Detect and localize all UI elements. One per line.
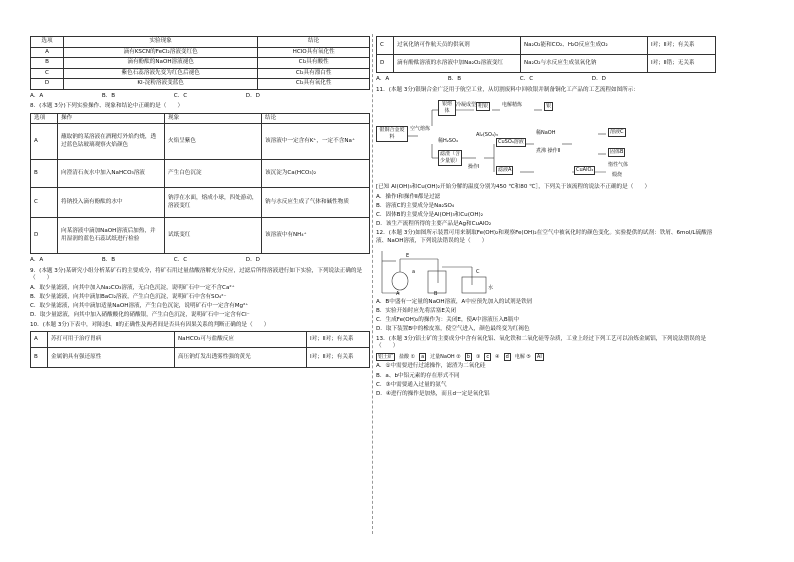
cell: D [31, 79, 64, 90]
table-row [31, 160, 370, 188]
cell: B [31, 348, 48, 368]
flow-cualo2: CuAlO₂ [576, 167, 594, 174]
cell: Ⅰ对；Ⅱ对；有关系 [307, 332, 370, 348]
table-row [31, 218, 370, 254]
q9-option-a: A．取少量滤液，向其中加入Na₂CO₃溶液，无白色沉淀，说明矿石中一定不含Ca²⁺ [30, 285, 235, 292]
cell: 滴有酚酞的NaOH溶液褪色 [64, 58, 258, 69]
q8-options [30, 257, 260, 265]
header-cell: 操作 [58, 113, 165, 124]
cell: NaHCO₃可与盐酸反应 [175, 332, 307, 348]
flow-step: ④ [495, 353, 500, 360]
option: D．D [591, 76, 606, 82]
flow-op2: 煮沸 操作Ⅱ [536, 148, 561, 155]
table-row [31, 47, 370, 58]
q12-option-b: B．实验开始时应先将活塞E关闭 [376, 307, 457, 314]
flow-op1: 操作Ⅰ [468, 164, 480, 171]
right-column [376, 36, 716, 400]
q7-options [30, 93, 260, 101]
cell: A [31, 332, 48, 348]
q11-option-d: D．该生产流程所得的主要产品是Ag和CuAlO₂ [376, 220, 492, 227]
flow-slag: 银熔体 [438, 100, 456, 116]
q13-option-d: D．④进行的操作是加热，而且d一定是氧化铝 [376, 390, 490, 397]
option: B．B [447, 76, 462, 82]
cell: 该溶液中一定含有K⁺，一定不含Na⁺ [262, 124, 370, 160]
table-row [377, 37, 716, 55]
q12-option-d: D．取下装置B中的橡皮塞，使空气进入，颜色最终变为红褐色 [376, 326, 530, 333]
q10-table-part2 [376, 36, 716, 73]
q8-stem: 8．(本题 3分)下列实验操作、现象和结论中正确的是（ ） [30, 103, 184, 110]
cell: 产生白色沉淀 [165, 160, 262, 188]
table-row [31, 58, 370, 69]
cell: 过氧化钠可作航天员的供氧剂 [394, 37, 521, 55]
label-a-small: a [412, 269, 416, 276]
cell: 向澄清石灰水中加入NaHCO₃溶液 [58, 160, 165, 188]
table-row [31, 37, 370, 48]
option: C．C [173, 92, 188, 99]
q12-apparatus [376, 247, 516, 297]
option: D．D [245, 257, 260, 264]
cell: 蘸取钠的某溶液在酒精灯外焰灼烧，透过蓝色钴玻璃观察火焰颜色 [58, 124, 165, 160]
cell: B [31, 160, 58, 188]
label-a: A [396, 291, 400, 298]
flow-node: a [421, 353, 425, 360]
q8-table [30, 113, 370, 255]
q11-option-a: A．操作Ⅰ和操作Ⅱ都是过滤 [376, 193, 441, 200]
flow-node: d [505, 353, 509, 360]
q13-option-c: C．③中需要通入过量的氨气 [376, 381, 447, 388]
flow-air: 空气熔炼 [410, 126, 431, 133]
cell: Cl₂具有酸性 [258, 58, 370, 69]
cell: Cl₂具有氧化性 [258, 79, 370, 90]
left-column [30, 36, 370, 368]
table-row [31, 79, 370, 90]
cell: C [31, 68, 64, 79]
table-row [31, 113, 370, 124]
q9-option-b: B．取少量滤液，向其中滴加BaCl₂溶液，产生白色沉淀，说明矿石中含有SO₄²⁻ [30, 294, 227, 301]
table-row [31, 124, 370, 160]
flow-crude: 粗银 [478, 103, 489, 110]
label-c: C [476, 269, 480, 276]
flow-filtrate-a: 滤液A [498, 167, 512, 174]
cell: KI-淀粉溶液变蓝色 [64, 79, 258, 90]
header-cell: 现象 [165, 113, 262, 124]
flow-inert: 惰性气体 [608, 162, 629, 169]
apparatus-drawing [376, 247, 516, 297]
q11-stem: 11．(本题 3分)银铜合金广泛用于航空工业，从切割废料中回收银并制备铜化工产品的工艺流程如图所示： [376, 86, 639, 93]
flow-step: ③ [475, 353, 481, 360]
option: D．D [245, 92, 260, 99]
header-cell: 选项 [31, 113, 58, 124]
q12-option-c: C．生成Fe(OH)₂的操作为：关闭E，使A中溶液压入B瓶中 [376, 317, 519, 324]
table-row [31, 68, 370, 79]
q11-note: [已知 Al(OH)₃和Cu(OH)₂开始分解的温度分别为450 ℃和80 ℃］，下列关于该流程的说法不正确的是（ ） [376, 184, 651, 191]
option: A．A [30, 257, 44, 264]
flow-solid-b: 固体B [610, 149, 624, 156]
q10-stem: 10．(本题 3分)下表中，对陈述Ⅰ、Ⅱ的正确性及两者间是否具有因果关系的判断正确的是（ ） [30, 321, 270, 328]
option: B．B [101, 92, 116, 99]
cell: Na₂O₂能和CO₂、H₂O反应生成O₂ [521, 37, 648, 55]
label-e: E [406, 253, 410, 260]
q13-option-a: A．①中需要进行过滤操作，滤渣为二氧化硅 [376, 363, 486, 370]
flow-al: Al₂(SO₄)₃ [476, 132, 498, 139]
q10-table-part1 [30, 331, 370, 368]
flow-mixed: 滤渣（含少量银） [440, 151, 461, 164]
q9-stem: 9．(本题 3分)某研究小组分析某矿石的主要成分，将矿石用过量盐酸溶解充分反应，过滤后所得溶液进行如下实验，下列说法正确的是（ ） [30, 267, 363, 282]
flow-calc: 煅烧 [612, 172, 623, 179]
table-row [31, 188, 370, 218]
flow-step: 电解 ⑤ [514, 353, 531, 360]
q12-stem: 12．(本题 3分)如图所示装置可用来制取Fe(OH)₂和观察Fe(OH)₂在空气中被氧化时的颜色变化。实验提供的试剂：铁屑、6mol/L硫酸溶液、NaOH溶液，下列说法错误的是（ ） [376, 230, 713, 244]
header-cell: 结论 [258, 37, 370, 48]
cell: B [31, 58, 64, 69]
header-cell: 结论 [262, 113, 370, 124]
cell: 将钠投入滴有酚酞的水中 [58, 188, 165, 218]
flow-silver: 银 [546, 103, 552, 110]
cell: D [31, 218, 58, 254]
table-row [377, 55, 716, 73]
flow-node: 铝土矿 [378, 353, 394, 360]
cell: 向某溶液中滴加NaOH溶液后加热，并用湿润的蓝色石蕊试纸进行检验 [58, 218, 165, 254]
option: A．A [376, 76, 390, 82]
label-water: 水 [488, 285, 494, 292]
cell: A [31, 124, 58, 160]
flow-refine: 电解精炼 [502, 102, 523, 109]
cell: 火焰呈紫色 [165, 124, 262, 160]
q9-option-c: C．取少量滤液，向其中滴加适量NaOH溶液，产生白色沉淀，说明矿石中一定含有Mg²⁺ [30, 303, 249, 310]
q12-option-a: A．B中盛有一定量的NaOH溶液，A中应预先加入的试剂是铁屑 [376, 298, 533, 305]
cell: Ⅰ对；Ⅱ对；有关系 [307, 348, 370, 368]
cell: HClO具有氧化性 [258, 47, 370, 58]
cell: C [31, 188, 58, 218]
cell: 滴有KSCN的FeCl₂溶液变红色 [64, 47, 258, 58]
flow-node: Al [536, 353, 542, 360]
q11-option-b: B．溶液C的主要成分是Na₂SO₄ [376, 202, 455, 209]
option: C．C [173, 257, 188, 264]
cell: Ⅰ对；Ⅱ错；无关系 [648, 55, 716, 73]
flow-waste: 银铜合金废料 [376, 126, 408, 142]
cell: 紫色石蕊溶液先变为红色后褪色 [64, 68, 258, 79]
q13-option-b: B．a、b中铝元素的存在形式不同 [376, 372, 460, 379]
option: A．A [30, 92, 44, 99]
table-row [31, 332, 370, 348]
cell: C [377, 37, 394, 55]
cell: 该溶液中有NH₄⁺ [262, 218, 370, 254]
cell: 钠与水反应生成了气体和碱性物质 [262, 188, 370, 218]
q13-stem: 13．(本题 3分)铝土矿的主要成分中含有氧化铝、氧化铁和二氧化硅等杂质，工业上经过下列工艺可以冶炼金属铝，下列说法错误的是（ ） [376, 335, 707, 350]
cell: Cl₂具有漂白性 [258, 68, 370, 79]
flow-sol-c: 溶液C [610, 129, 624, 136]
cell: 苏打可用于治疗胃病 [48, 332, 175, 348]
flow-h2so4: 稀H₂SO₄ [438, 138, 458, 145]
table-row [31, 348, 370, 368]
cell: 金属钠具有强还原性 [48, 348, 175, 368]
cell: Na₂O₂与水反应生成氢氧化钠 [521, 55, 648, 73]
q7-table [30, 36, 370, 90]
header-cell: 实验现象 [64, 37, 258, 48]
option: C．C [519, 76, 534, 82]
q11-option-c: C．固体B的主要成分是Al(OH)₃和Cu(OH)₂ [376, 211, 483, 218]
q11-flow-diagram [376, 96, 716, 182]
flow-node: c [486, 353, 490, 360]
q13-flow [376, 353, 716, 362]
cell: 滴有酚酞溶液的水溶液中加Na₂O₂溶液变红 [394, 55, 521, 73]
cell: A [31, 47, 64, 58]
flow-step: 盐酸 ① [399, 353, 416, 360]
cell: 该沉淀为Ca(HCO₃)₂ [262, 160, 370, 188]
flow-cool: 冷凝成型 [456, 102, 477, 109]
cell: 高压钠灯发出透雾性强的黄光 [175, 348, 307, 368]
cell: 试纸变红 [165, 218, 262, 254]
cell: Ⅰ对；Ⅱ对；有关系 [648, 37, 716, 55]
flow-node: b [466, 353, 470, 360]
label-b: B [434, 291, 438, 298]
header-cell: 选项 [31, 37, 64, 48]
cell: 钠浮在水面，熔成小球，四处游动，溶液变红 [165, 188, 262, 218]
q9-option-d: D．取少量滤液，向其中加入硝酸酸化的硝酸银，产生白色沉淀，说明矿石中一定含有Cl⁻ [30, 312, 250, 319]
flow-step: 过量NaOH ② [430, 353, 461, 360]
option: B．B [101, 257, 116, 264]
cell: D [377, 55, 394, 73]
flow-naoh: 稀NaOH [536, 130, 556, 137]
flow-cuso4: CuSO₄溶液 [498, 139, 524, 146]
q10-options [376, 76, 606, 84]
column-divider [372, 34, 373, 534]
